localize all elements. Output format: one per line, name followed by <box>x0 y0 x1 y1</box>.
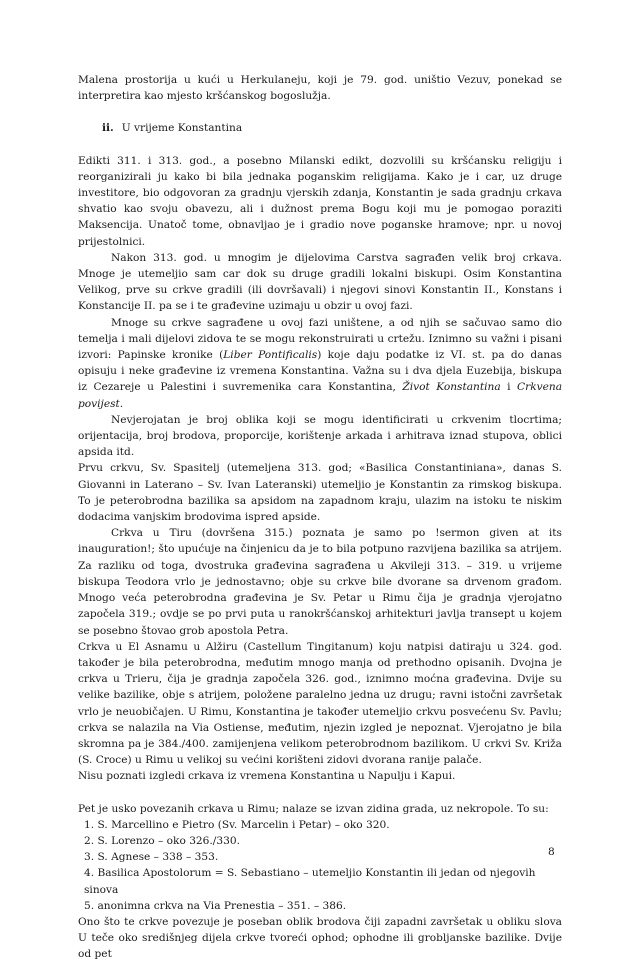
sources-text-b: ) koje daju podatke iz VI. st. pa do danas opisuju i neke građevine iz vremena Konstantina. Važna su i dva djela Euzebija, biskupa iz Cezareje u Palestini i suvremenika cara Konstantina, <box>78 349 562 394</box>
paragraph-first-church: Prvu crkvu, Sv. Spasitelj (utemeljena 313. god; «Basilica Constantiniana», danas S. Giovanni in Laterano – Sv. Ivan Lateranski) utemeljio je Konstantin za rimskog biskupa. To je peterobrodna bazilika sa apsidom na zapadnom kraju, ulazim na istoku te niskim dodacima vanjskim brodovima ispred apside. <box>78 462 562 524</box>
paragraph-five-churches: Pet je usko povezanih crkava u Rimu; nalaze se izvan zidina grada, uz nekropole. To su: <box>78 802 549 815</box>
section-title: U vrijeme Konstantina <box>121 122 243 135</box>
paragraph-after-313: Nakon 313. god. u mnogim je dijelovima Carstva sagrađen velik broj crkava. Mnoge je utemeljio sam car dok su druge gradili lokalni biskupi. Osim Konstantina Velikog, prve su crkve gradili (ili dovršavali) i njegovi sinovi Konstantin II., Konstans i Konstancije II. pa se i te građevine uzimaju u obzir u ovoj fazi. <box>78 251 562 313</box>
list-item: 5. anonimna crkva na Via Prenestia – 351. – 386. <box>84 899 347 912</box>
liber-pontificalis-title: Liber Pontificalis <box>223 349 318 362</box>
sources-text-c: i <box>500 381 518 394</box>
sources-text-d: . <box>119 397 124 410</box>
spacer <box>78 785 562 801</box>
list-item: 4. Basilica Apostolorum = S. Sebastiano – utemeljio Konstantin ili jedan od njegovih sinova <box>84 867 536 896</box>
paragraph-unknown: Nisu poznati izgledi crkava iz vremena Konstantina u Napulju i Kapui. <box>78 770 456 783</box>
paragraph-end: Ono što te crkve povezuje je poseban oblik brodova čiji zapadni završetak u obliku slova U teče oko središnjeg dijela crkve tvoreći ophod; ophodne ili grobljanske bazilike. Dvije od pet <box>78 915 562 961</box>
page-number: 8 <box>548 846 555 858</box>
zivot-konstantina-title: Život Konstantina <box>402 381 501 394</box>
spacer <box>78 137 562 153</box>
paragraph-edicts: Edikti 311. i 313. god., a posebno Milanski edikt, dozvolili su kršćansku religiju i reorganizirali ju kako bi bila jednaka poganskim religijama. Kako je i car, uz druge investitore, bio odgovoran za gradnju vjerskih zdanja, Konstantin je sada gradnju crkava shvatio kao svoju obavezu, ali i dužnost prema Bogu koji mu je pomogao poraziti Maksencija. Unatoč tome, obnavljao je i gradio nove poganske hramove; npr. u novoj prijestolnici. <box>78 154 562 248</box>
section-number: ii. <box>102 122 114 135</box>
paragraph-sources <box>78 315 562 412</box>
paragraph-asnam: Crkva u El Asnamu u Alžiru (Castellum Tingitanum) koju natpisi datiraju u 324. god. također je bila peterobrodna, međutim mnogo manja od prethodno opisanih. Dvojna je crkva u Trieru, čija je gradnja započela 326. god., iznimno moćna građevina. Dvije su velike bazilike, obje s atrijem, položene paralelno jedna uz drugu; ravni istočni završetak vrlo je neuobičajen. U Rimu, Konstantina je također utemeljio crkvu posvećenu Sv. Pavlu; crkva se nalazila na Via Ostiense, međutim, njezin izgled je nepoznat. Vjerojatno je bila skromna pa je 384./400. zamijenjena velikom peterobrodnom bazilikom. U crkvi Sv. Križa (S. Croce) u Rimu u velikoj su većini korišteni zidovi dvorana ranije palače. <box>78 640 562 767</box>
paragraph-intro: Malena prostorija u kući u Herkulaneju, koji je 79. god. uništio Vezuv, ponekad se interpretira kao mjesto kršćanskog bogoslužja. <box>78 74 562 103</box>
list-item: 2. S. Lorenzo – oko 326./330. <box>84 834 240 847</box>
paragraph-tyre: Crkva u Tiru (dovršena 315.) poznata je samo po !sermon given at its inauguration!; što upućuje na činjenicu da je to bila potpuno razvijena bazilika sa atrijem. Za razliku od toga, dvostruka građevina sagrađena u Akvileji 313. – 319. u vrijeme biskupa Teodora vrlo je jednostavno; obje su crkve bile dvorane sa drvenom građom. Mnogo veća peterobrodna građevina je Sv. Petar u Rimu čija je gradnja vjerojatno započela 319.; ovdje se po prvi puta u ranokršćanskoj arhitekturi javlja transept u kojem se posebno štovao grob apostola Petra. <box>78 527 562 637</box>
section-heading <box>78 120 562 136</box>
crkvena-povijest-title: Crkvena povijest <box>78 381 563 410</box>
sources-text-a: Mnoge su crkve sagrađene u ovoj fazi uništene, a od njih se sačuvao samo dio temelja i mali dijelovi zidova te se mogu rekonstruirati u crtežu. Iznimno su važni i pisani izvori: Papinske kronike ( <box>78 316 562 362</box>
church-list <box>78 817 562 914</box>
paragraph-identify: Nevjerojatan je broj oblika koji se mogu identificirati u crkvenim tlocrtima; orijentacija, broj brodova, proporcije, korištenje arkada i arhitrava iznad stupova, oblici apsida itd. <box>78 413 562 459</box>
document-page <box>78 72 562 963</box>
list-item: 1. S. Marcellino e Pietro (Sv. Marcelin i Petar) – oko 320. <box>84 818 390 831</box>
list-item: 3. S. Agnese – 338 – 353. <box>84 851 219 864</box>
spacer <box>78 104 562 120</box>
